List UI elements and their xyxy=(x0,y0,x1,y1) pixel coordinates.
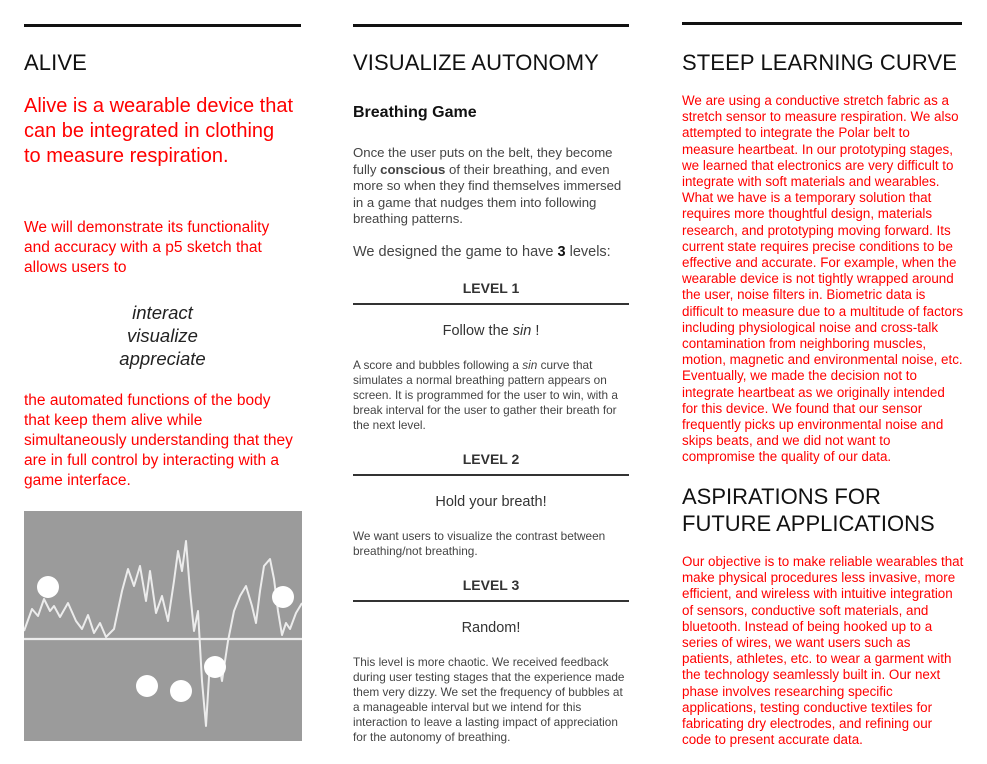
breathing-game-title: Breathing Game xyxy=(353,104,477,121)
bubble xyxy=(37,576,59,598)
breathing-game-screenshot xyxy=(24,511,302,741)
level1-rule xyxy=(353,303,629,305)
bubble xyxy=(204,656,226,678)
level1-sub-b: ! xyxy=(531,323,540,339)
aspirations-body: Our objective is to make reliable wearables that make physical procedures less invasive, more efficient, and wireless with intuitive integration of sensors, conductive soft materials, and bluetooth. Instead of being hooked up to a series of wires, we want users such as patients, athletes, etc. to wear a garment with the technology seamlessly built in. Our next phase involves researching specific applications, testing conductive textiles for fabricating dry electrodes, and refining our code to present accurate data. xyxy=(682,554,964,748)
level1-description xyxy=(353,358,629,433)
alive-closing: the automated functions of the body that keep them alive while simultaneously understanding that they are in full control by interacting with a game interface. xyxy=(24,392,293,489)
alive-intro: We will demonstrate its functionality and accuracy with a p5 sketch that allows users to xyxy=(24,219,270,276)
learning-curve-body: We are using a conductive stretch fabric as a stretch sensor to measure respiration. We also attempted to integrate the Polar belt to measure heartbeat. In our prototyping stages, we learned that electronics are very difficult to integrate with soft materials and wearables. What we have is a temporary solution that requires more thoughtful design, materials research, and prototyping moving forward. Its current state requires precise conditions to be effective and accurate. For example, when the wearable device is not tightly wrapped around the user, noise filters in. Biometric data is difficult to measure due to a multitude of factors including physiological noise and cross-talk contamination from neighboring muscles, motion, magnetic and environmental noise, etc. Eventually, we made the decision not to integrate heartbeat as we originally intended for this device. We found that our sensor frequently picks up environmental noise and skips beats, and we did not want to compromise the quality of our data. xyxy=(682,93,964,465)
levels-text-b: levels: xyxy=(565,244,611,260)
verb-appreciate: appreciate xyxy=(119,348,206,369)
level3-subtitle: Random! xyxy=(461,620,521,636)
bubble xyxy=(170,680,192,702)
verb-interact: interact xyxy=(132,302,193,323)
levels-text-a: We designed the game to have xyxy=(353,244,558,260)
verbs-list xyxy=(24,301,301,370)
intro-text-b: of their breathing, and even more so when they find themselves immersed in a game that nudges them into following breathing patterns. xyxy=(353,161,622,226)
level2-description: We want users to visualize the contrast between breathing/not breathing. xyxy=(353,529,606,558)
aspirations-heading-line1: ASPIRATIONS FOR xyxy=(682,484,881,509)
top-rule-col2 xyxy=(353,24,629,27)
level1-subtitle xyxy=(353,323,629,339)
bubble xyxy=(272,586,294,608)
aspirations-heading xyxy=(682,483,935,537)
top-rule-col1 xyxy=(24,24,301,27)
bubble xyxy=(136,675,158,697)
level3-description: This level is more chaotic. We received feedback during user testing stages that the experience made them very dizzy. We set the frequency of bubbles at a manageable interval but we intend for this interaction to leave a lasting impact of appreciation for the autonomy of breathing. xyxy=(353,655,625,744)
level1-sub-em: sin xyxy=(512,323,532,339)
level1-desc-em: sin xyxy=(522,358,538,372)
top-rule-col3 xyxy=(682,22,962,25)
intro-text-a: Once the user puts on the belt, they become fully xyxy=(353,145,613,177)
level1-heading: LEVEL 1 xyxy=(462,280,520,296)
game-intro xyxy=(353,145,629,228)
level2-rule xyxy=(353,474,629,476)
steep-learning-curve-heading: STEEP LEARNING CURVE xyxy=(682,50,958,75)
alive-heading: ALIVE xyxy=(24,50,87,75)
level2-subtitle: Hold your breath! xyxy=(435,494,547,510)
alive-lead: Alive is a wearable device that can be integrated in clothing to measure respiration. xyxy=(24,95,294,167)
intro-bold: conscious xyxy=(380,161,446,177)
level3-rule xyxy=(353,600,629,602)
levels-intro xyxy=(353,244,611,260)
aspirations-heading-line2: FUTURE APPLICATIONS xyxy=(682,511,935,536)
level3-heading: LEVEL 3 xyxy=(462,577,520,593)
levels-count: 3 xyxy=(557,244,566,260)
verb-visualize: visualize xyxy=(127,325,198,346)
visualize-autonomy-heading: VISUALIZE AUTONOMY xyxy=(353,50,599,75)
level1-sub-a: Follow the xyxy=(442,323,513,339)
level2-heading: LEVEL 2 xyxy=(462,451,520,467)
level1-desc-a: A score and bubbles following a xyxy=(353,358,523,372)
photo-shade xyxy=(24,511,302,741)
level1-desc-b: curve that simulates a normal breathing pattern appears on screen. It is programmed for the user to win, with a break interval for the user to gather their breath for the next level. xyxy=(353,358,618,432)
